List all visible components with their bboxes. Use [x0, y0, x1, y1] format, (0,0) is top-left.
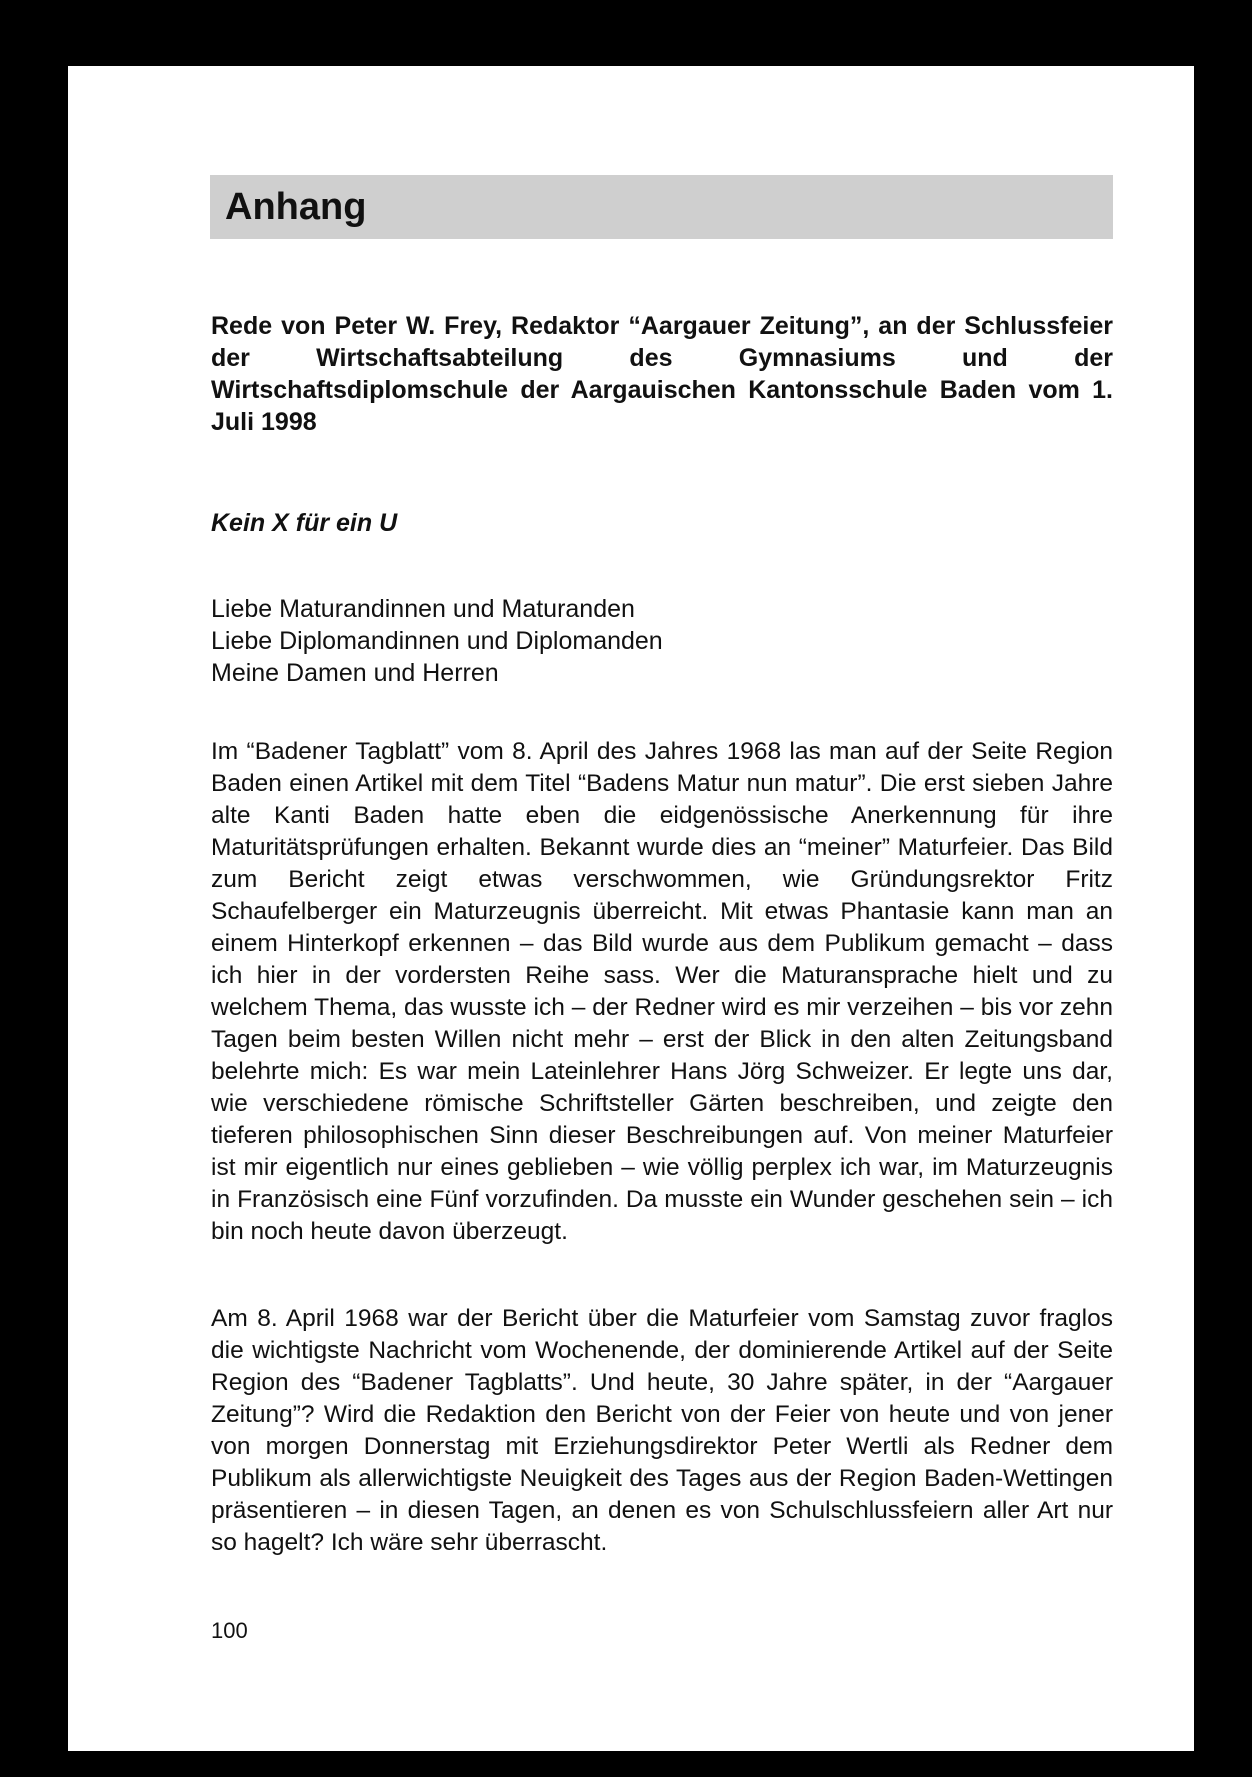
document-page: [68, 66, 1194, 1751]
page-number: 100: [211, 1618, 248, 1643]
speech-subtitle: Kein X für ein U: [211, 509, 398, 537]
salutation-line: Liebe Diplomandinnen und Diplomanden: [211, 627, 663, 655]
salutation-line: Liebe Maturandinnen und Maturanden: [211, 595, 635, 623]
salutation-line: Meine Damen und Herren: [211, 659, 499, 687]
section-title: Anhang: [225, 186, 367, 228]
section-header-band: [210, 175, 1113, 239]
body-paragraph: Am 8. April 1968 war der Bericht über die Maturfeier vom Samstag zuvor fraglos die wichtigste Nachricht vom Wochenende, der dominierende Artikel auf der Seite Region des “Badener Tagblatts”. Und heute, 30 Jahre später, in der “Aargauer Zeitung”? Wird die Redaktion den Bericht von der Feier von heute und von jener von morgen Donnerstag mit Erziehungsdirektor Peter Wertli als Redner dem Publikum als allerwichtigste Neuigkeit des Tages aus der Region Baden-Wettingen präsentieren – in diesen Tagen, an denen es von Schulschlussfeiern aller Art nur so hagelt? Ich wäre sehr überrascht.: [211, 1305, 1113, 1556]
body-paragraph: Im “Badener Tagblatt” vom 8. April des Jahres 1968 las man auf der Seite Region Baden einen Artikel mit dem Titel “Badens Matur nun matur”. Die erst sieben Jahre alte Kanti Baden hatte eben die eidgenössische Anerkennung für ihre Maturitätsprüfungen erhalten. Bekannt wurde dies an “meiner” Maturfeier. Das Bild zum Bericht zeigt etwas verschwommen, wie Gründungsrektor Fritz Schaufelberger ein Maturzeugnis überreicht. Mit etwas Phantasie kann man an einem Hinterkopf erkennen – das Bild wurde aus dem Publikum gemacht – dass ich hier in der vordersten Reihe sass. Wer die Maturansprache hielt und zu welchem Thema, das wusste ich – der Redner wird es mir verzeihen – bis vor zehn Tagen beim besten Willen nicht mehr – erst der Blick in den alten Zeitungsband belehrte mich: Es war mein Lateinlehrer Hans Jörg Schweizer. Er legte uns dar, wie verschiedene römische Schriftsteller Gärten beschreiben, und zeigte den tieferen philosophischen Sinn dieser Beschreibungen auf. Von meiner Maturfeier ist mir eigentlich nur eines geblieben – wie völlig perplex ich war, im Maturzeugnis in Französisch eine Fünf vorzufinden. Da musste ein Wunder geschehen sein – ich bin noch heute davon überzeugt.: [211, 738, 1113, 1245]
speech-heading: Rede von Peter W. Frey, Redaktor “Aargauer Zeitung”, an der Schlussfeier der Wirtschaftsabteilung des Gymnasiums und der Wirtschaftsdiplomschule der Aargauischen Kantonsschule Baden vom 1. Juli 1998: [211, 312, 1113, 436]
salutation-block: [211, 593, 1113, 689]
